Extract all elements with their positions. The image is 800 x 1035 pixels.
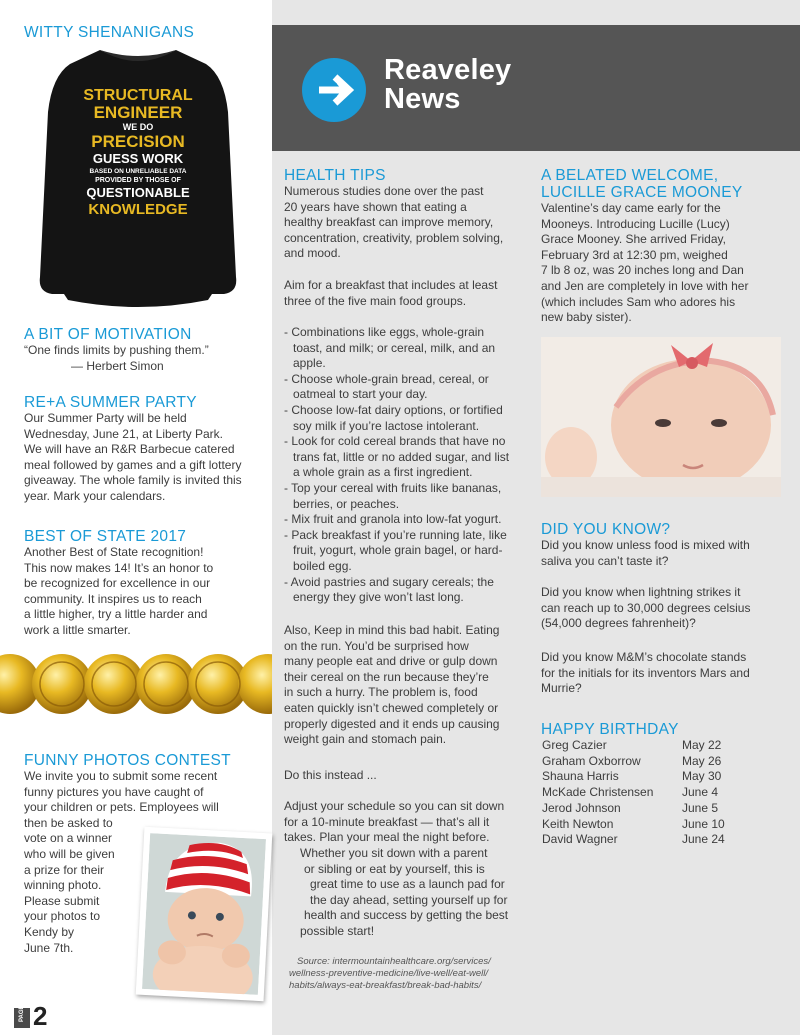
shirt-line-7: PROVIDED BY THOSE OF — [95, 177, 181, 184]
page-label: PAGE — [14, 1008, 30, 1028]
know-title: DID YOU KNOW? — [541, 521, 671, 538]
source-citation: Source: intermountainhealthcare.org/services/ wellness-preventive-medicine/live-well/eat-well/ habits/always-eat-breakfast/break-bad-habits/ — [289, 956, 491, 991]
shirt-line-9: KNOWLEDGE — [88, 201, 188, 218]
birthday-title: HAPPY BIRTHDAY — [541, 721, 679, 738]
shirt-line-4: PRECISION — [91, 132, 185, 151]
table-row: Graham Oxborrow May 26 — [542, 753, 722, 768]
list-item: - Avoid pastries and sugary cereals; the energy they give won’t last long. — [284, 574, 494, 605]
health-bullet-list — [284, 325, 529, 606]
health-aim: Aim for a breakfast that includes at least three of the five main food groups. — [284, 278, 498, 308]
motivation-body — [24, 343, 264, 374]
table-row: Shauna Harris May 30 — [542, 769, 722, 784]
list-item: - Look for cold cereal brands that have no trans fat, little or no added sugar, and list a whole grain as a first ingredient. — [284, 434, 510, 480]
health-instead: Do this instead ... — [284, 768, 377, 782]
witty-title: WITTY SHENANIGANS — [24, 24, 195, 41]
health-bad-habit: Also, Keep in mind this bad habit. Eating on the run. You’d be surprised how many people eat and drive or gulp down their cereal on the run because they’re in such a hurry. The problem is, food eaten quickly isn’t chewed completely or properly digested and it ends up causing weight gain and stomach pain. — [284, 623, 500, 747]
list-item: - Top your cereal with fruits like bananas, berries, or peaches. — [284, 480, 502, 511]
know-q1: Did you know unless food is mixed with saliva you can’t taste it? — [541, 538, 750, 568]
welcome-body: Valentine’s day came early for the Mooneys. Introducing Lucille (Lucy) Grace Mooney. She arrived Friday, February 3rd at 12:30 pm, weighed 7 lb 8 oz, was 20 inches long and Dan and Jen are completely in love with her (which includes Sam who adores his new baby sister). — [541, 201, 749, 325]
table-row: Greg Cazier May 22 — [542, 738, 722, 752]
list-item: - Choose low-fat dairy options, or fortified soy milk if you’re lactose intolerant. — [284, 402, 503, 433]
baby-hat-photo — [136, 827, 273, 1001]
motivation-title: A BIT OF MOTIVATION — [24, 326, 192, 343]
health-closing: Whether you sit down with a parent or sibling or eat by yourself, this is great time to use as a launch pad for the day ahead, setting yourself up for health and success by getting the best possible start! — [300, 846, 509, 938]
list-item: - Pack breakfast if you’re running late, like fruit, yogurt, whole grain bagel, or hard- boiled egg. — [284, 527, 507, 573]
health-adjust: Adjust your schedule so you can sit down for a 10-minute breakfast — that’s all it takes. Plan your meal the night before. — [284, 799, 505, 845]
best-title: BEST OF STATE 2017 — [24, 528, 187, 545]
party-title: RE+A SUMMER PARTY — [24, 394, 197, 411]
shirt-line-1: STRUCTURAL — [83, 87, 193, 104]
health-intro: Numerous studies done over the past 20 years have shown that eating a healthy breakfast can improve memory, concentration, creativity, problem solving, and mood. — [284, 184, 504, 261]
page-number: 2 — [33, 1001, 48, 1031]
health-title: HEALTH TIPS — [284, 167, 386, 184]
table-row: McKade Christensen June 4 — [542, 785, 719, 800]
list-item: - Mix fruit and granola into low-fat yogurt. — [284, 512, 502, 527]
welcome-title: A BELATED WELCOME, LUCILLE GRACE MOONEY — [541, 167, 743, 201]
newborn-photo — [541, 337, 781, 497]
know-q2: Did you know when lightning strikes it can reach up to 30,000 degrees celsius (54,000 degrees fahrenheit)? — [541, 585, 751, 631]
sweater-image — [38, 42, 238, 310]
table-row: Jerod Johnson June 5 — [542, 800, 719, 815]
shirt-line-5: GUESS WORK — [92, 151, 184, 166]
party-body: Our Summer Party will be held Wednesday, June 21, at Liberty Park. We will have an R&R Barbecue catered meal followed by games and a gift lottery giveaway. The whole family is invited this year. Mark your calendars. — [24, 411, 242, 503]
list-item: - Choose whole-grain bread, cereal, or oatmeal to start your day. — [284, 371, 489, 402]
contest-title: FUNNY PHOTOS CONTEST — [24, 752, 231, 769]
know-q3: Did you know M&M’s chocolate stands for the initials for its inventors Mars and Murrie? — [541, 650, 750, 696]
shirt-line-8: QUESTIONABLE — [86, 185, 190, 200]
shirt-line-6: BASED ON UNRELIABLE DATA — [89, 168, 187, 175]
list-item: - Combinations like eggs, whole-grain toast, and milk; or cereal, milk, and an apple. — [284, 325, 496, 371]
arrow-icon — [302, 58, 366, 122]
gold-medals-image — [0, 648, 272, 720]
table-row: Keith Newton June 10 — [542, 816, 725, 831]
contest-body: We invite you to submit some recent funny pictures you have caught of your children or pets. Employees will then be asked to vote on a winner who will be given a prize for their winning photo. Please submit your photos to Kendy by June 7th. — [24, 769, 219, 955]
motivation-quote: “One finds limits by pushing them.” — [24, 343, 209, 357]
table-row: David Wagner June 24 — [542, 832, 725, 847]
shirt-line-3: WE DO — [122, 122, 154, 132]
motivation-author: — Herbert Simon — [71, 358, 164, 373]
birthday-table — [542, 738, 725, 848]
newsletter-title: Reaveley News — [384, 54, 512, 115]
shirt-line-2: ENGINEER — [93, 103, 183, 122]
best-body: Another Best of State recognition! This now makes 14! It’s an honor to be recognized for excellence in our community. It inspires us to reach a little higher, try a little harder and work a little smarter. — [24, 545, 214, 637]
